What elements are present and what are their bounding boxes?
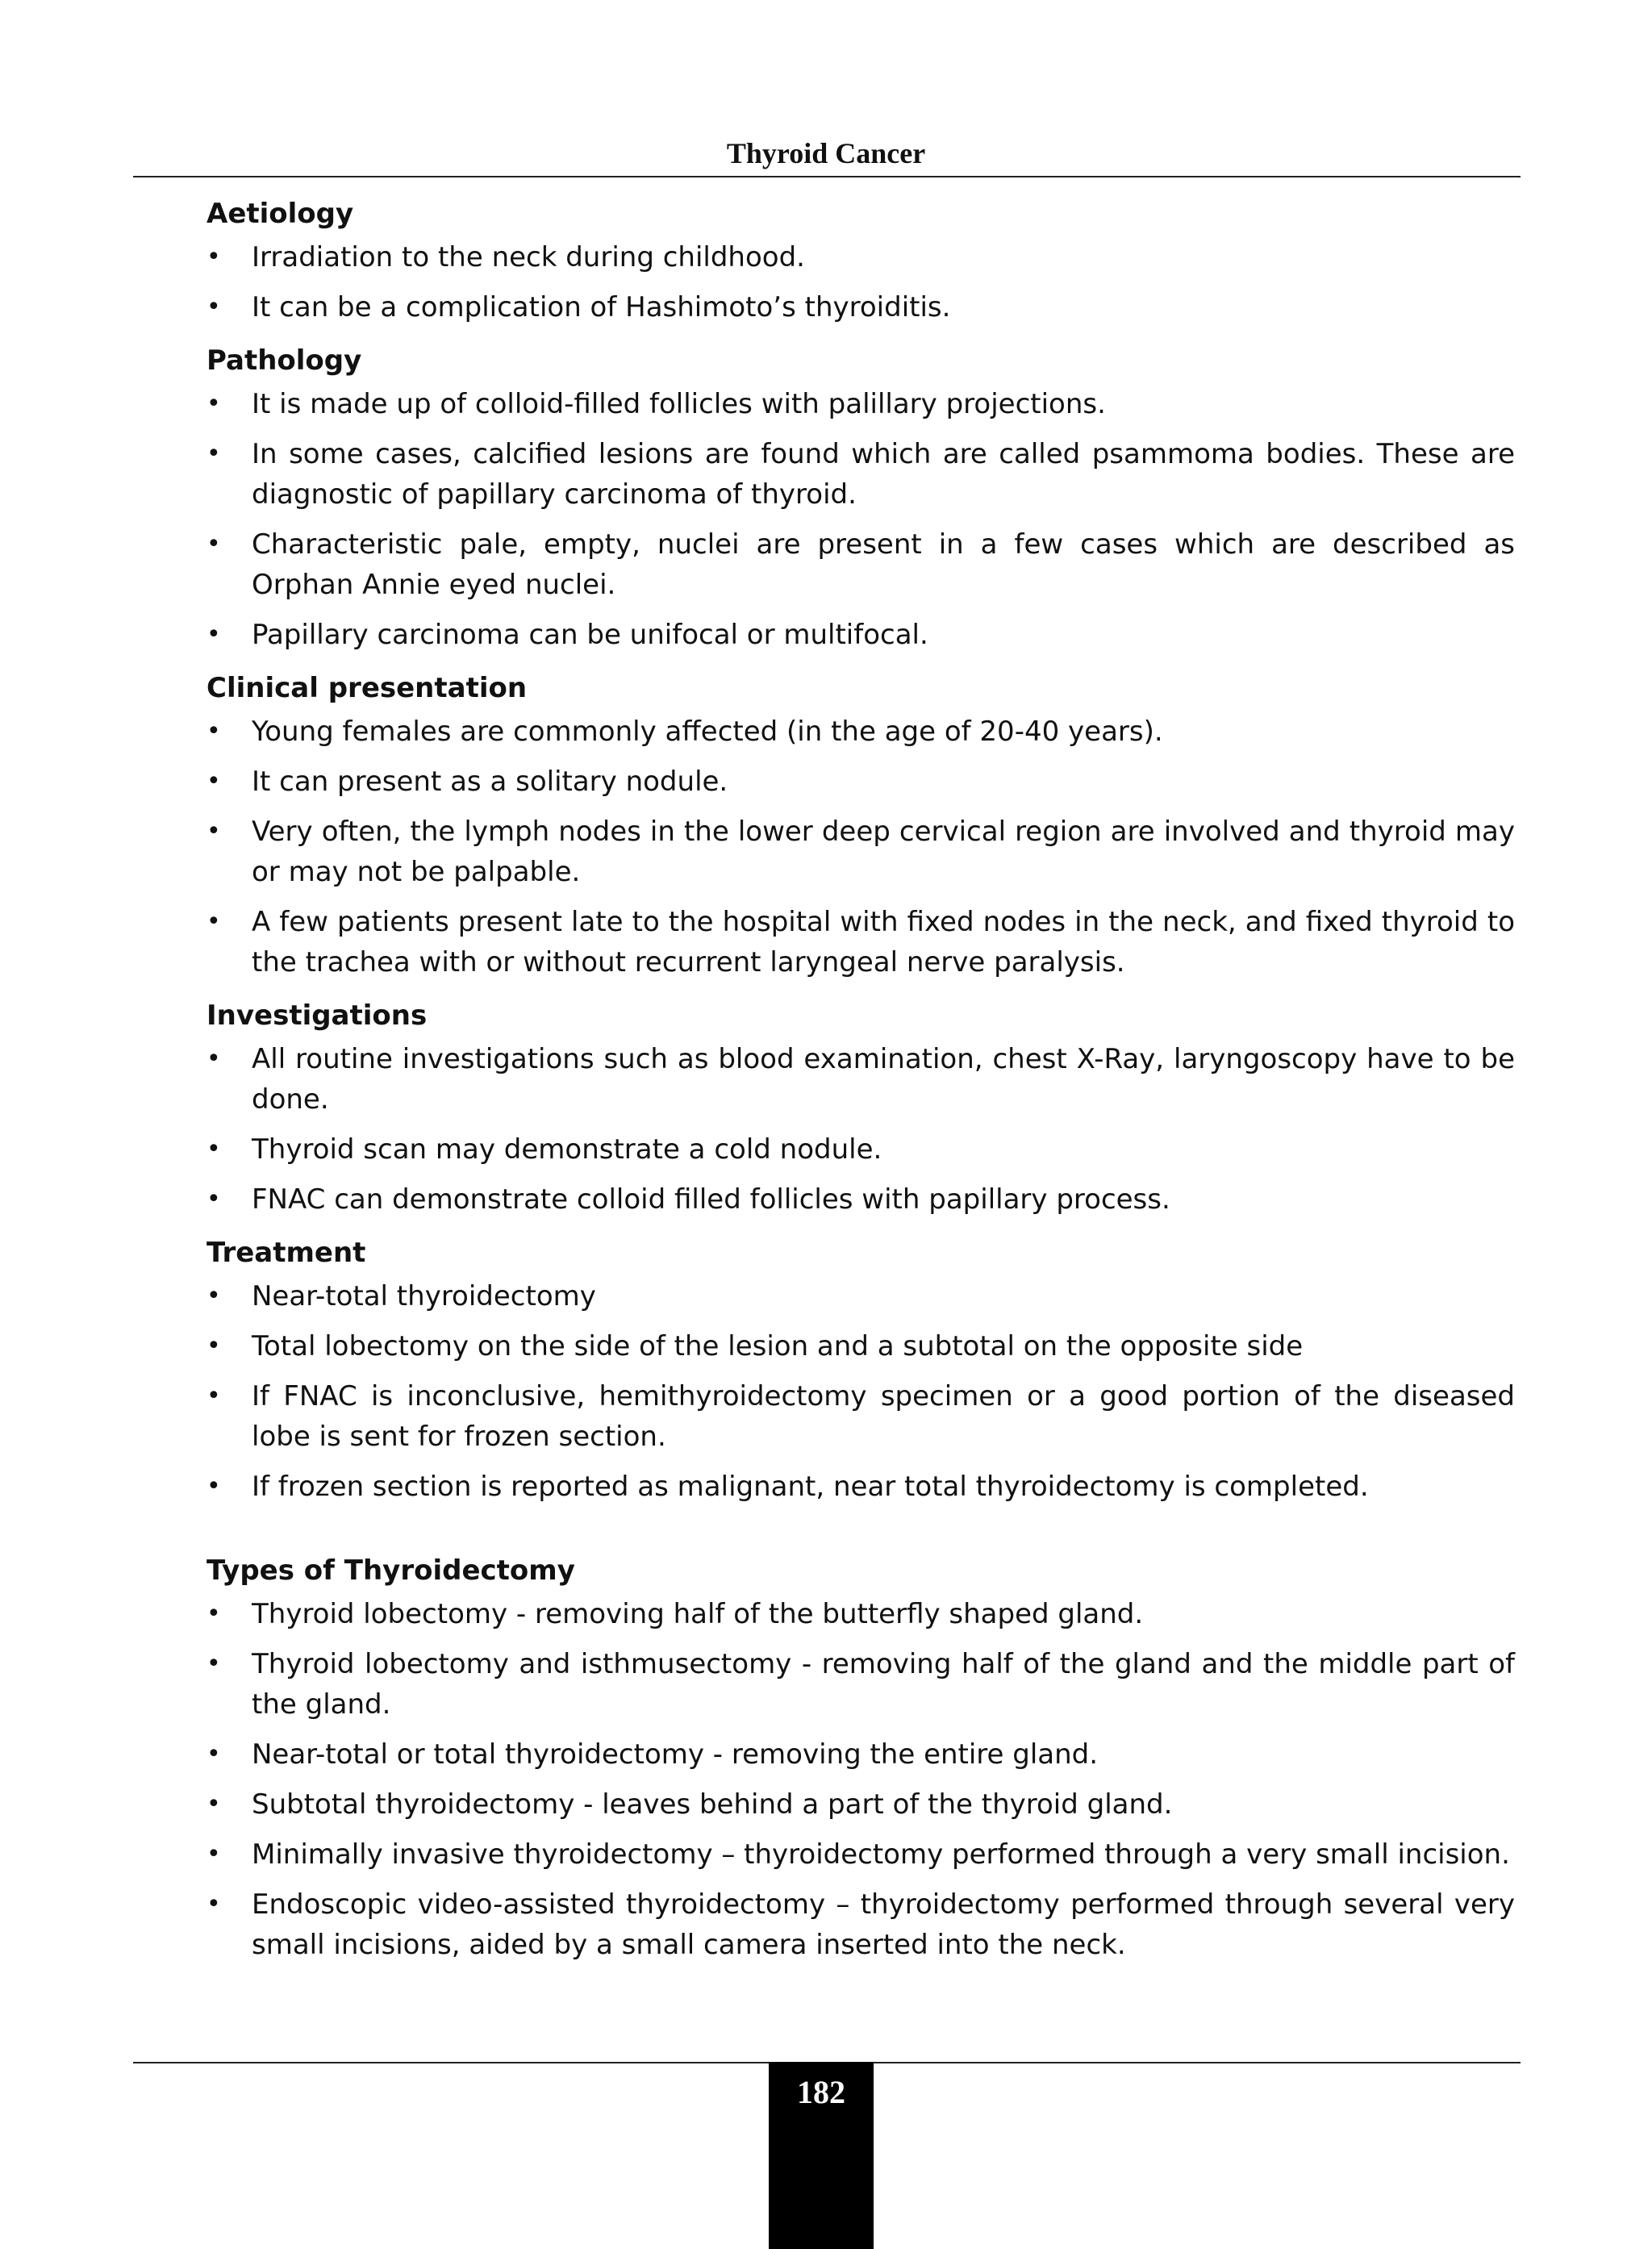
list-item: • Subtotal thyroidectomy - leaves behind a part of the thyroid gland.: [206, 1784, 1515, 1825]
section-heading-investigations: Investigations: [206, 999, 428, 1032]
list-item: • If frozen section is reported as malignant, near total thyroidectomy is completed.: [206, 1467, 1515, 1507]
page-body: [206, 190, 1515, 1975]
list-item: • Thyroid lobectomy - removing half of the butterfly shaped gland.: [206, 1594, 1515, 1634]
treatment-list: [206, 1276, 1515, 1507]
list-item: • Very often, the lymph nodes in the lower deep cervical region are involved and thyroid may or may not be palpable.: [206, 812, 1515, 892]
investigations-list: [206, 1039, 1515, 1220]
list-item: • Thyroid scan may demonstrate a cold nodule.: [206, 1129, 1515, 1170]
aetiology-list: [206, 237, 1515, 328]
list-item: • It can present as a solitary nodule.: [206, 761, 1515, 802]
types-of-thyroidectomy-list: [206, 1594, 1515, 1965]
list-item: • Near-total or total thyroidectomy - removing the entire gland.: [206, 1734, 1515, 1775]
list-item: • Total lobectomy on the side of the lesion and a subtotal on the opposite side: [206, 1326, 1515, 1367]
list-item: • All routine investigations such as blood examination, chest X-Ray, laryngoscopy have to be done.: [206, 1039, 1515, 1120]
section-heading-pathology: Pathology: [206, 344, 362, 377]
section-heading-types-of-thyroidectomy: Types of Thyroidectomy: [206, 1554, 575, 1587]
list-item: • Papillary carcinoma can be unifocal or multifocal.: [206, 615, 1515, 655]
list-item: • Near-total thyroidectomy: [206, 1276, 1515, 1316]
pathology-list: [206, 384, 1515, 655]
list-item: • In some cases, calcified lesions are found which are called psammoma bodies. These are diagnostic of papillary carcinoma of thyroid.: [206, 434, 1515, 515]
list-item: • It can be a complication of Hashimoto’s thyroiditis.: [206, 287, 1515, 328]
section-heading-aetiology: Aetiology: [206, 198, 354, 230]
header-rule: [133, 176, 1521, 177]
list-item: • Minimally invasive thyroidectomy – thyroidectomy performed through a very small incision.: [206, 1834, 1515, 1875]
section-heading-treatment: Treatment: [206, 1237, 366, 1269]
page-number-tab: [769, 2062, 874, 2249]
section-heading-clinical-presentation: Clinical presentation: [206, 672, 528, 704]
list-item: • If FNAC is inconclusive, hemithyroidectomy specimen or a good portion of the diseased lobe is sent for frozen section.: [206, 1376, 1515, 1457]
list-item: • Thyroid lobectomy and isthmusectomy - removing half of the gland and the middle part of the gland.: [206, 1644, 1515, 1725]
clinical-presentation-list: [206, 711, 1515, 983]
list-item: • It is made up of colloid-filled follicles with palillary projections.: [206, 384, 1515, 424]
list-item: • Irradiation to the neck during childhood.: [206, 237, 1515, 277]
list-item: • Characteristic pale, empty, nuclei are present in a few cases which are described as Orphan Annie eyed nuclei.: [206, 524, 1515, 605]
list-item: • A few patients present late to the hospital with fixed nodes in the neck, and fixed thyroid to the trachea with or without recurrent laryngeal nerve paralysis.: [206, 902, 1515, 983]
page-number: 182: [797, 2074, 845, 2110]
list-item: • FNAC can demonstrate colloid filled follicles with papillary process.: [206, 1179, 1515, 1220]
list-item: • Endoscopic video-assisted thyroidectomy – thyroidectomy performed through several very small incisions, aided by a small camera inserted into the neck.: [206, 1884, 1515, 1965]
running-header-title: Thyroid Cancer: [726, 137, 926, 169]
list-item: • Young females are commonly affected (in the age of 20-40 years).: [206, 711, 1515, 752]
